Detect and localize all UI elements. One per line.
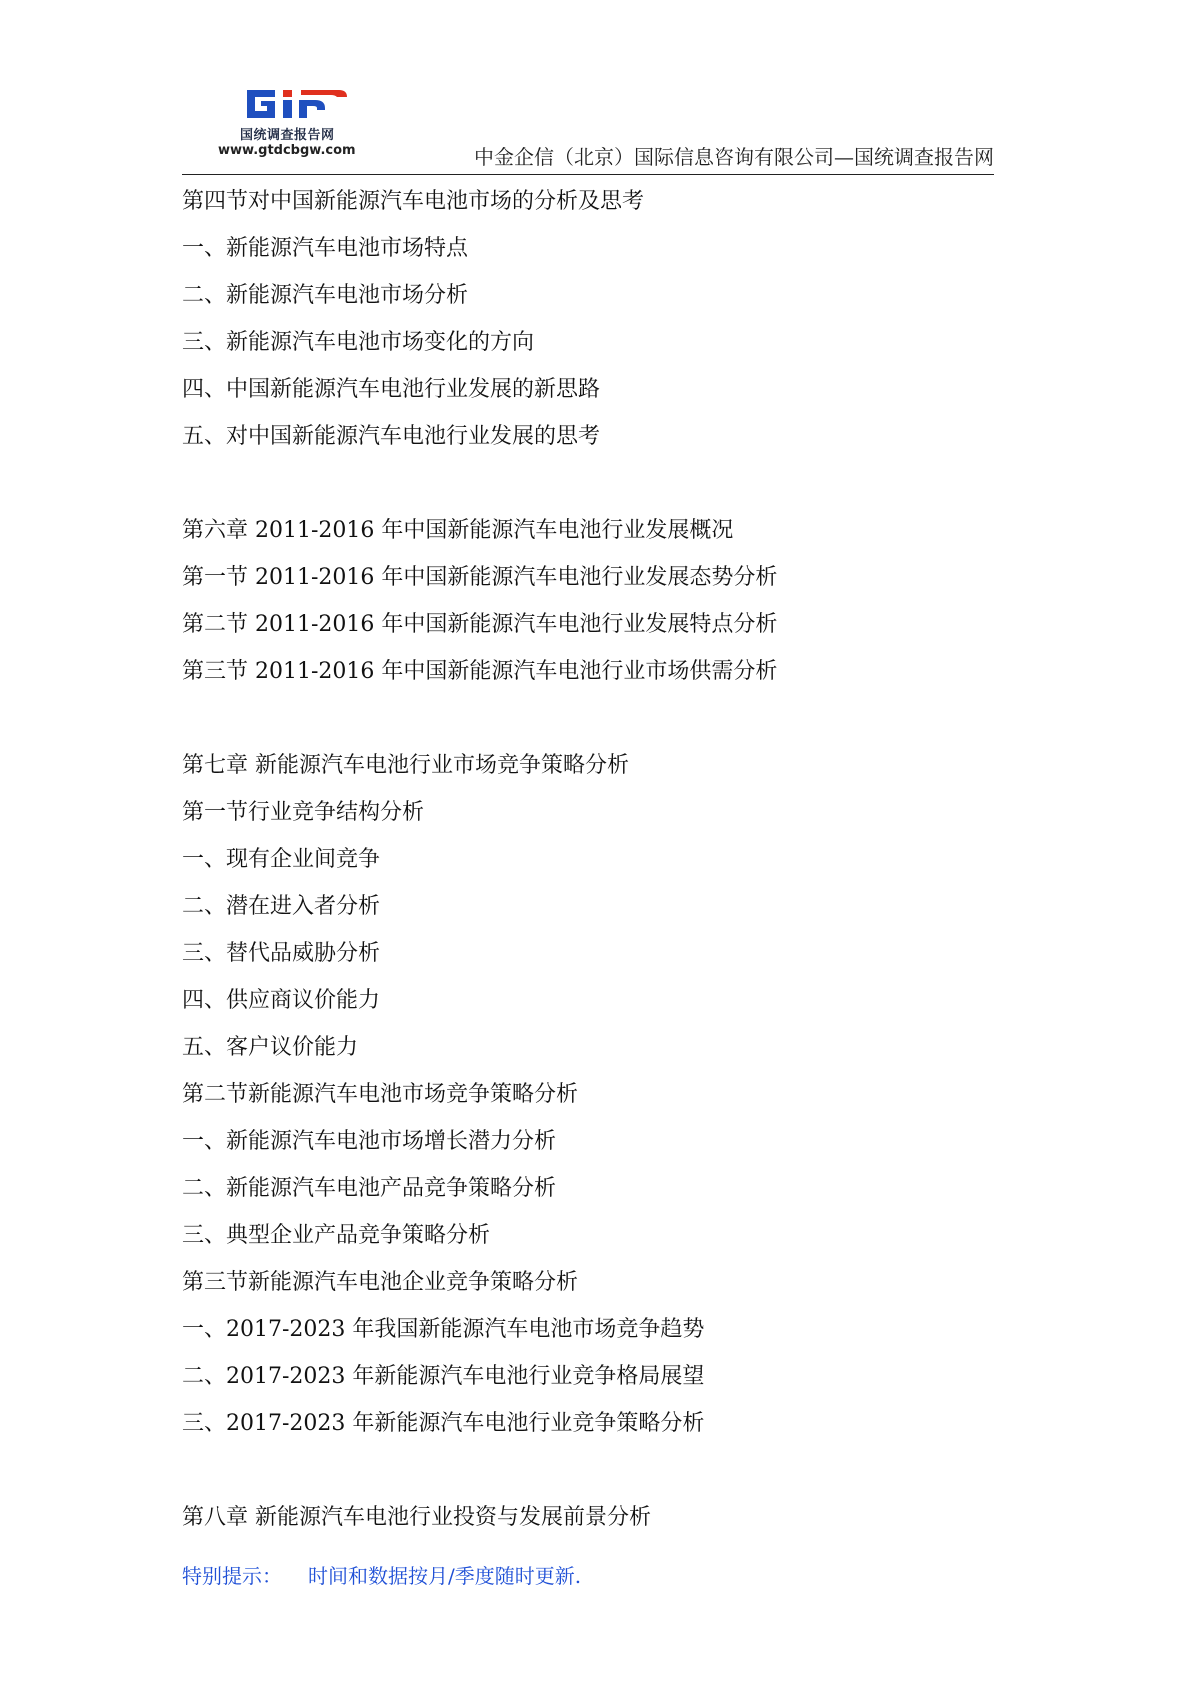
toc-line: 二、新能源汽车电池市场分析 xyxy=(182,283,469,308)
chapter-heading: 第七章 新能源汽车电池行业市场竞争策略分析 xyxy=(182,753,629,778)
page-header xyxy=(182,80,994,175)
blank-line xyxy=(182,460,1002,507)
notice-text: 时间和数据按月/季度随时更新. xyxy=(308,1564,582,1588)
chapter-heading: 第八章 新能源汽车电池行业投资与发展前景分析 xyxy=(182,1505,651,1530)
company-logo xyxy=(218,86,383,166)
toc-line: 三、典型企业产品竞争策略分析 xyxy=(182,1223,491,1248)
toc-line: 第一节 2011-2016 年中国新能源汽车电池行业发展态势分析 xyxy=(182,565,778,590)
toc-line: 第二节 2011-2016 年中国新能源汽车电池行业发展特点分析 xyxy=(182,612,778,637)
special-notice xyxy=(182,1560,581,1589)
toc-line: 三、替代品威胁分析 xyxy=(182,941,381,966)
toc-line: 第一节行业竞争结构分析 xyxy=(182,800,425,825)
toc-line: 第二节新能源汽车电池市场竞争策略分析 xyxy=(182,1082,579,1107)
toc-line: 第三节新能源汽车电池企业竞争策略分析 xyxy=(182,1270,579,1295)
company-name: 中金企信（北京）国际信息咨询有限公司—国统调查报告网 xyxy=(474,145,994,169)
toc-line: 四、中国新能源汽车电池行业发展的新思路 xyxy=(182,377,601,402)
gtr-logo-icon xyxy=(243,86,353,122)
toc-line: 五、客户议价能力 xyxy=(182,1035,359,1060)
notice-label: 特别提示： xyxy=(182,1564,282,1588)
toc-content xyxy=(182,178,1002,1541)
toc-line: 二、2017-2023 年新能源汽车电池行业竞争格局展望 xyxy=(182,1364,705,1389)
logo-url: www.gtdcbgw.com xyxy=(218,143,356,158)
toc-line: 第四节对中国新能源汽车电池市场的分析及思考 xyxy=(182,189,645,214)
toc-line: 四、供应商议价能力 xyxy=(182,988,381,1013)
toc-line: 一、新能源汽车电池市场特点 xyxy=(182,236,469,261)
blank-line xyxy=(182,1447,1002,1494)
toc-line: 二、潜在进入者分析 xyxy=(182,894,381,919)
toc-line: 五、对中国新能源汽车电池行业发展的思考 xyxy=(182,424,601,449)
toc-line: 二、新能源汽车电池产品竞争策略分析 xyxy=(182,1176,557,1201)
toc-line: 一、2017-2023 年我国新能源汽车电池市场竞争趋势 xyxy=(182,1317,705,1342)
toc-line: 第三节 2011-2016 年中国新能源汽车电池行业市场供需分析 xyxy=(182,659,778,684)
chapter-heading: 第六章 2011-2016 年中国新能源汽车电池行业发展概况 xyxy=(182,518,734,543)
toc-line: 三、新能源汽车电池市场变化的方向 xyxy=(182,330,535,355)
toc-line: 一、新能源汽车电池市场增长潜力分析 xyxy=(182,1129,557,1154)
toc-line: 一、现有企业间竞争 xyxy=(182,847,381,872)
blank-line xyxy=(182,695,1002,742)
logo-title: 国统调查报告网 xyxy=(240,128,335,143)
toc-line: 三、2017-2023 年新能源汽车电池行业竞争策略分析 xyxy=(182,1411,705,1436)
